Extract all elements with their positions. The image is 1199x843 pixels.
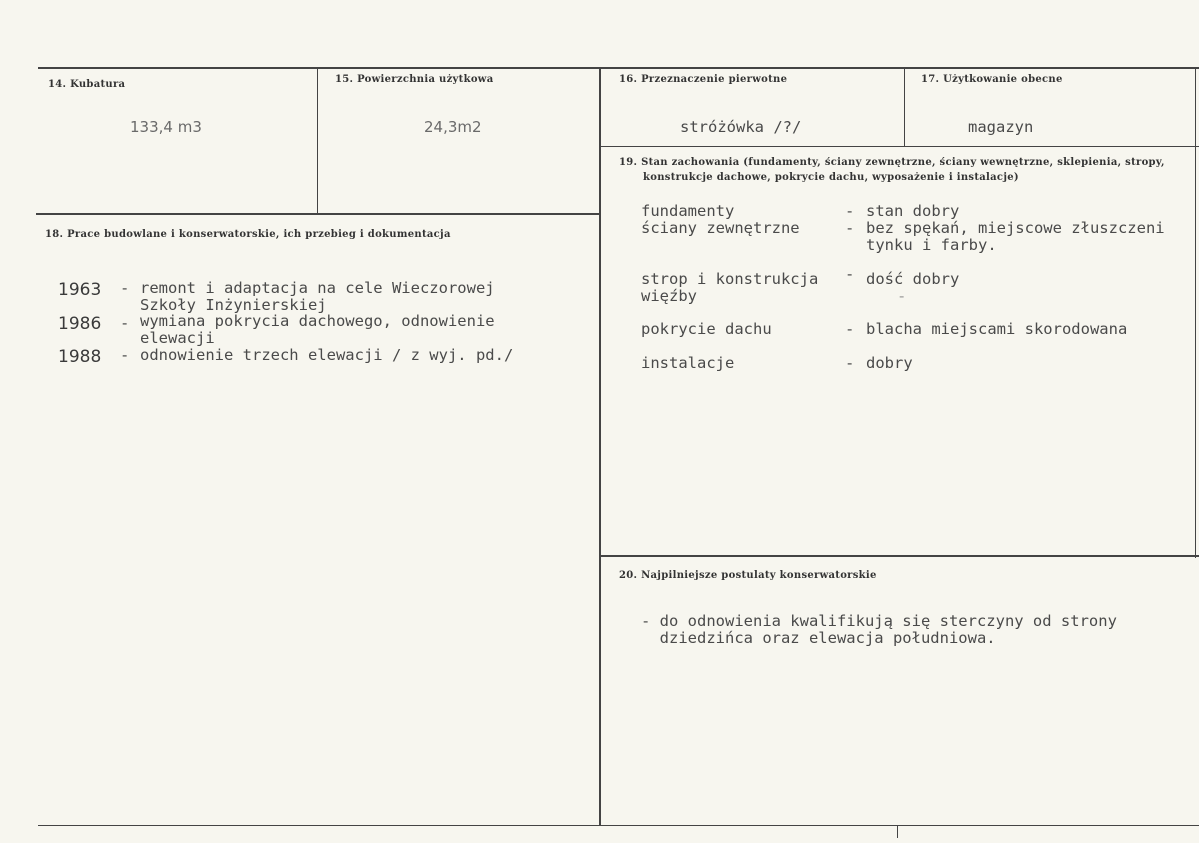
condition-value: stan dobry — [866, 202, 960, 220]
entry-dash: - — [120, 279, 130, 297]
entry-line: remont i adaptacja na cele Wieczorowej — [140, 279, 495, 297]
entry-line: Szkoły Inżynierskiej — [140, 296, 327, 314]
field-16-label: 16. Przeznaczenie pierwotne — [619, 74, 788, 85]
divider-left-right — [599, 68, 601, 826]
row-divider-19-20 — [601, 555, 1199, 557]
condition-value-cont: tynku i farby. — [866, 236, 997, 254]
condition-name: pokrycie dachu — [641, 320, 772, 338]
field-15-label: 15. Powierzchnia użytkowa — [335, 74, 494, 85]
condition-dash: - — [845, 265, 855, 283]
field-19-label-cont: konstrukcje dachowe, pokrycie dachu, wyposażenie i instalacje) — [643, 172, 1019, 183]
condition-name-cont: więźby — [641, 287, 697, 305]
condition-value: dobry — [866, 354, 913, 372]
divider-14-15 — [317, 68, 318, 214]
bottom-border — [38, 825, 1199, 826]
divider-16-17 — [904, 68, 905, 147]
entry-year: 1986 — [58, 314, 102, 334]
field-19-label: 19. Stan zachowania (fundamenty, ściany zewnętrzne, ściany wewnętrzne, sklepienia, stropy, — [619, 157, 1165, 168]
condition-name: ściany zewnętrzne — [641, 219, 800, 237]
field-17-label: 17. Użytkowanie obecne — [921, 74, 1063, 85]
field-15-value: 24,3m2 — [424, 118, 482, 136]
entry-year: 1988 — [58, 347, 102, 367]
entry-dash: - — [120, 346, 130, 364]
condition-name: strop i konstrukcja — [641, 270, 819, 288]
field-18-label: 18. Prace budowlane i konserwatorskie, ich przebieg i dokumentacja — [45, 229, 451, 240]
field-14-label: 14. Kubatura — [48, 79, 126, 90]
entry-line: odnowienie trzech elewacji / z wyj. pd./ — [140, 346, 514, 364]
entry-year: 1963 — [58, 280, 102, 300]
condition-name: fundamenty — [641, 202, 735, 220]
entry-dash: - — [120, 314, 130, 332]
top-border — [38, 67, 1199, 69]
entry-line: elewacji — [140, 329, 215, 347]
condition-dash: - — [845, 320, 855, 338]
entry-line: wymiana pokrycia dachowego, odnowienie — [140, 312, 495, 330]
condition-value: blacha miejscami skorodowana — [866, 320, 1128, 338]
right-border — [1195, 68, 1196, 558]
row-divider-16-19 — [601, 146, 1199, 147]
postulate-line: dziedzińca oraz elewacja południowa. — [641, 629, 996, 647]
field-16-value: stróżówka /?/ — [680, 118, 802, 136]
field-14-value: 133,4 m3 — [130, 118, 202, 136]
condition-value-cont: - — [897, 287, 907, 305]
condition-value: bez spękań, miejscowe złuszczeni — [866, 219, 1165, 237]
condition-dash: - — [845, 219, 855, 237]
field-20-label: 20. Najpilniejsze postulaty konserwatorskie — [619, 570, 877, 581]
condition-name: instalacje — [641, 354, 735, 372]
bottom-tick — [897, 826, 898, 838]
condition-dash: - — [845, 354, 855, 372]
condition-value: dość dobry — [866, 270, 960, 288]
row-divider-14-18 — [36, 213, 600, 215]
field-17-value: magazyn — [968, 118, 1034, 136]
postulate-line: - do odnowienia kwalifikują się sterczyny od strony — [641, 612, 1117, 630]
condition-dash: - — [845, 202, 855, 220]
